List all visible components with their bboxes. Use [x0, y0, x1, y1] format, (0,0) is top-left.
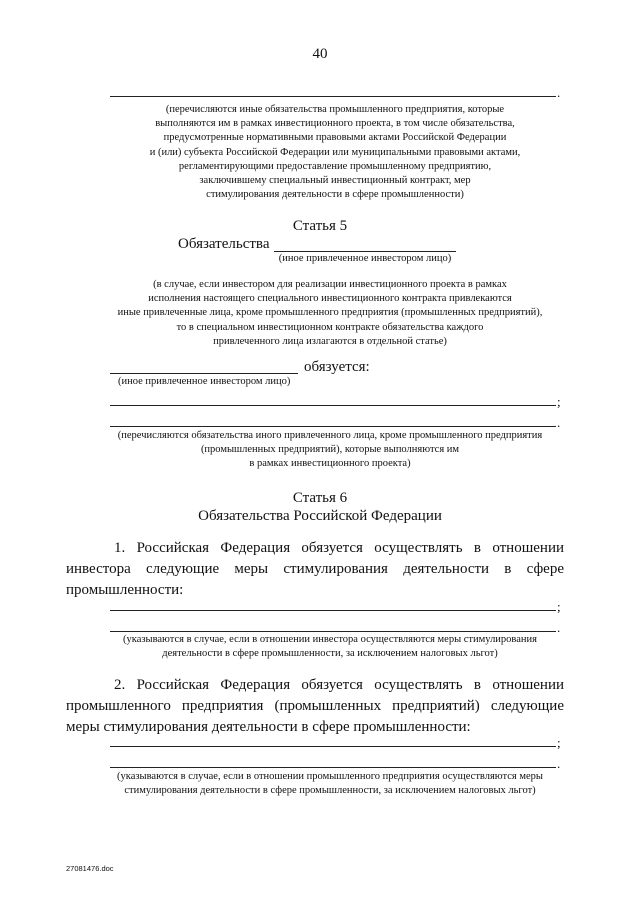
article5-obliged-word: обязуется: [304, 359, 370, 375]
line-end-punct: ; [557, 735, 561, 750]
line-end-punct: . [557, 415, 561, 430]
note-line: в рамках инвестиционного проекта) [249, 458, 411, 470]
note-line: привлеченного лица излагаются в отдельной статье) [213, 335, 447, 347]
footer-filename: 27081476.doc [66, 864, 114, 873]
note-line: (промышленных предприятий), которые выполняются им [200, 444, 460, 456]
note-line: то в специальном инвестиционном контракте обязательства каждого [176, 321, 484, 333]
article6-note-1 [90, 633, 570, 661]
fill-in-line [110, 746, 556, 747]
fill-in-line [110, 631, 556, 632]
note-line: стимулирования деятельности в сфере промышленности) [206, 189, 464, 201]
article5-blank-caption: (иное привлеченное инвестором лицо) [278, 253, 452, 264]
note-line: стимулирования деятельности в сфере промышленности, за исключением налоговых льгот) [124, 785, 536, 797]
fill-in-line [110, 373, 298, 374]
article6-paragraph-1: 1. Российская Федерация обязуется осуществлять в отношении инвестора следующие меры стимулирования деятельности в сфере промышленности: [66, 540, 564, 598]
top-block-note [100, 103, 570, 202]
note-line: регламентирующими предоставление промышленному предприятию, [178, 160, 492, 172]
note-line: (указываются в случае, если в отношении инвестора осуществляются меры стимулирования [123, 634, 537, 645]
fill-in-line [110, 96, 556, 97]
note-line: иные привлеченные лица, кроме промышленного предприятия (промышленных предприятий), [117, 307, 543, 319]
fill-in-line [110, 767, 556, 768]
article5-heading: Статья 5 [292, 218, 348, 234]
note-line: деятельности в сфере промышленности, за исключением налоговых льгот) [162, 648, 498, 660]
article6-note-2 [90, 770, 570, 798]
note-line: (указываются в случае, если в отношении промышленного предприятия осуществляются меры [117, 771, 543, 782]
note-line: выполняются им в рамках инвестиционного проекта, в том числе обязательства, [155, 118, 515, 130]
note-line: (в случае, если инвестором для реализации инвестиционного проекта в рамках [153, 279, 507, 290]
note-line: (перечисляются обязательства иного привлеченного лица, кроме промышленного предприятия [117, 430, 543, 441]
fill-in-line [110, 405, 556, 406]
line-end-punct: . [557, 756, 561, 771]
note-line: (перечисляются иные обязательства промышленного предприятия, которые [165, 104, 505, 115]
article5-note [90, 278, 570, 349]
line-end-punct: ; [557, 394, 561, 409]
fill-in-line [110, 610, 556, 611]
line-end-punct: . [557, 85, 561, 100]
fill-in-line [110, 426, 556, 427]
article5-obligations-word: Обязательства [178, 236, 270, 252]
note-line: и (или) субъекта Российской Федерации или муниципальными правовыми актами, [149, 146, 521, 158]
note-line: заключившему специальный инвестиционный контракт, мер [199, 175, 471, 187]
article5-list-note [90, 429, 570, 472]
line-end-punct: ; [557, 599, 561, 614]
page-number: 40 [312, 46, 328, 62]
article6-subheading: Обязательства Российской Федерации [198, 508, 442, 524]
note-line: исполнения настоящего специального инвестиционного контракта привлекаются [148, 293, 512, 305]
article6-heading: Статья 6 [292, 490, 348, 506]
article6-paragraph-2: 2. Российская Федерация обязуется осуществлять в отношении промышленного предприятия (промышленных предприятий) следующие меры стимулирования деятельности в сфере промышленности: [66, 677, 564, 735]
note-line: предусмотренные нормативными правовыми актами Российской Федерации [163, 132, 507, 144]
article5-obliged-caption: (иное привлеченное инвестором лицо) [118, 376, 291, 387]
line-end-punct: . [557, 620, 561, 635]
